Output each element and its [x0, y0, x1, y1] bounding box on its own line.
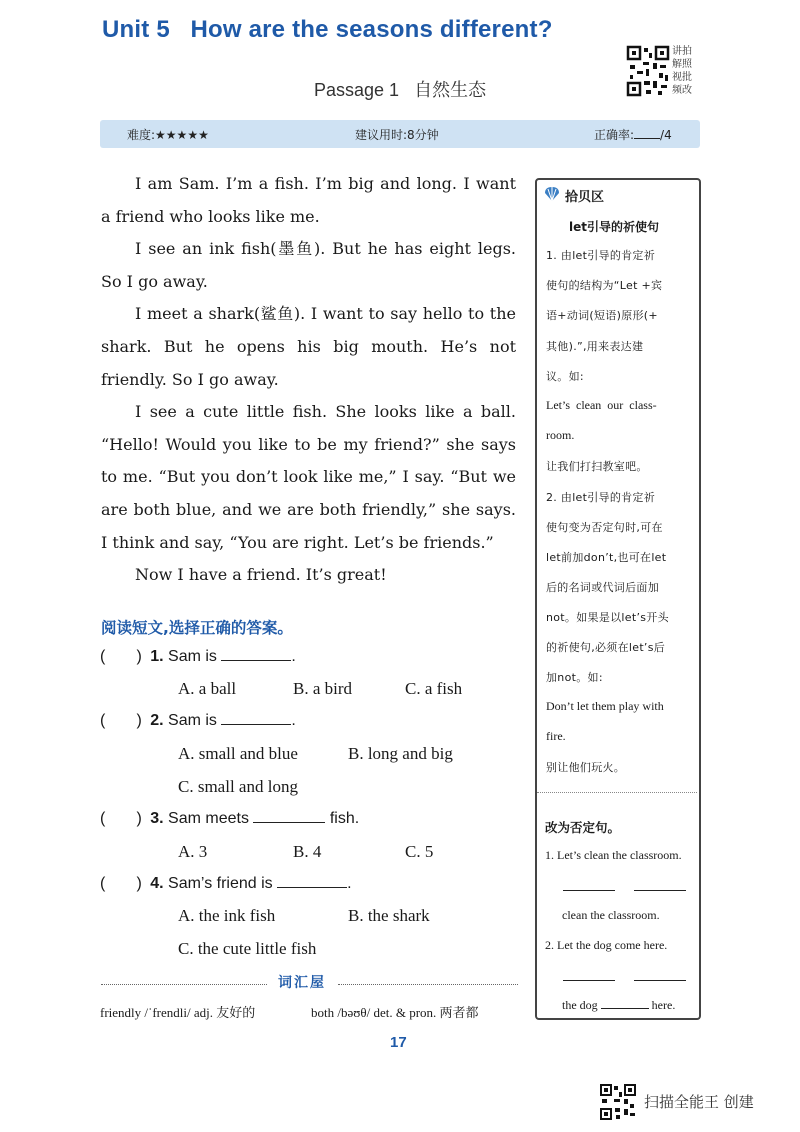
- sidebar-line: Don’t let them play with: [546, 699, 664, 713]
- sidebar-line: 别让他们玩火。: [546, 761, 626, 774]
- sidebar-line: 2. 由let引导的肯定祈: [546, 491, 656, 504]
- sidebar-line: fire.: [546, 729, 566, 743]
- sidebar-divider: [537, 792, 697, 793]
- sidebar-line: room.: [546, 428, 575, 442]
- q1-option-b[interactable]: B. a bird: [293, 679, 353, 698]
- sidebar-line: 其他).”,用来表达建: [546, 340, 644, 353]
- question-1: ( ) 1. Sam is .: [100, 648, 296, 665]
- paragraph: Now I have a friend. It’s great!: [135, 565, 387, 585]
- scanner-qr-icon: [600, 1084, 636, 1120]
- scanner-watermark: 扫描全能王 创建: [644, 1093, 754, 1111]
- unit-title: Unit 5 How are the seasons different?: [102, 16, 553, 43]
- exercise-2: 2. Let the dog come here.: [545, 938, 668, 952]
- answer-blank[interactable]: [634, 878, 686, 891]
- shell-icon: [543, 185, 561, 203]
- page-number: 17: [390, 1034, 407, 1051]
- q4-option-b[interactable]: B. the shark: [348, 906, 430, 925]
- tips-sidebar: [535, 178, 701, 1020]
- answer-blank[interactable]: [563, 878, 615, 891]
- exercise-1: 1. Let’s clean the classroom.: [545, 848, 682, 862]
- sidebar-subtitle: let引导的祈使句: [569, 220, 659, 234]
- suggested-time: 建议用时:8分钟: [355, 128, 439, 142]
- q2-option-b[interactable]: B. long and big: [348, 744, 453, 763]
- sidebar-line: not。如果是以let’s开头: [546, 611, 669, 624]
- passage-title: Passage 1 自然生态: [314, 80, 487, 100]
- q3-option-b[interactable]: B. 4: [293, 842, 322, 861]
- difficulty: 难度:★★★★★: [127, 128, 209, 142]
- qr-code-icon: [626, 45, 670, 97]
- exercise-2-line: the dog here.: [562, 998, 676, 1012]
- divider: [338, 984, 518, 985]
- sidebar-line: Let’s clean our class-: [546, 398, 657, 412]
- q2-option-c[interactable]: C. small and long: [178, 777, 298, 796]
- sidebar-line: 的祈使句,必须在let’s后: [546, 641, 666, 654]
- sidebar-line: 使句的结构为“Let +宾: [546, 279, 663, 292]
- divider: [101, 984, 267, 985]
- answer-blank[interactable]: [634, 968, 686, 981]
- sidebar-line: 语+动词(短语)原形(+: [546, 309, 658, 322]
- vocab-title: 词汇屋: [278, 975, 326, 991]
- answer-blank[interactable]: [221, 660, 291, 661]
- question-3: ( ) 3. Sam meets fish.: [100, 810, 360, 827]
- qr-label: 讲拍 解照 视批 频改: [672, 46, 692, 96]
- answer-blank[interactable]: [253, 822, 325, 823]
- answer-blank[interactable]: [221, 724, 291, 725]
- paragraph: I meet a shark(鲨鱼). I want to say hello to the shark. But he opens his big mouth. He’s not friendly. So I go away.: [101, 304, 516, 389]
- sidebar-line: let前加don’t,也可在let: [546, 551, 667, 564]
- q1-option-a[interactable]: A. a ball: [178, 679, 237, 698]
- sidebar-line: 1. 由let引导的肯定祈: [546, 249, 656, 262]
- paragraph: I see an ink fish(墨鱼). But he has eight legs. So I go away.: [101, 239, 516, 291]
- question-2: ( ) 2. Sam is .: [100, 712, 296, 729]
- vocab-word-friendly: friendly /ˈfrendli/ adj. 友好的: [100, 1005, 256, 1020]
- q3-option-c[interactable]: C. 5: [405, 842, 434, 861]
- sidebar-line: 加not。如:: [546, 671, 603, 684]
- sidebar-line: 使句变为否定句时,可在: [546, 521, 663, 534]
- question-4: ( ) 4. Sam’s friend is .: [100, 875, 352, 892]
- sidebar-line: 让我们打扫教室吧。: [546, 460, 648, 473]
- sidebar-line: 议。如:: [546, 370, 584, 383]
- q3-option-a[interactable]: A. 3: [178, 842, 208, 861]
- q4-option-a[interactable]: A. the ink fish: [178, 906, 276, 925]
- exercise-title: 改为否定句。: [545, 820, 621, 835]
- accuracy: 正确率: /4: [594, 128, 672, 142]
- sidebar-title: 拾贝区: [565, 190, 605, 205]
- answer-blank[interactable]: [601, 1008, 649, 1009]
- q2-option-a[interactable]: A. small and blue: [178, 744, 298, 763]
- answer-blank[interactable]: [277, 887, 347, 888]
- q1-option-c[interactable]: C. a fish: [405, 679, 463, 698]
- q4-option-c[interactable]: C. the cute little fish: [178, 939, 317, 958]
- sidebar-line: 后的名词或代词后面加: [546, 581, 659, 594]
- exercise-1-tail: clean the classroom.: [562, 908, 660, 922]
- instruction: 阅读短文,选择正确的答案。: [101, 619, 293, 637]
- paragraph: I see a cute little fish. She looks like a ball. “Hello! Would you like to be my friend?” she says to me. “But you don’t look like me,” I say. “But we are both blue, and we are both friendly,” she says. I think and say, “You are right. Let’s be friends.”: [101, 402, 516, 552]
- vocab-word-both: both /bəʊθ/ det. & pron. 两者都: [311, 1005, 479, 1020]
- answer-blank[interactable]: [563, 968, 615, 981]
- story-text: [101, 168, 516, 592]
- paragraph: I am Sam. I’m a fish. I’m big and long. I want a friend who looks like me.: [101, 174, 516, 226]
